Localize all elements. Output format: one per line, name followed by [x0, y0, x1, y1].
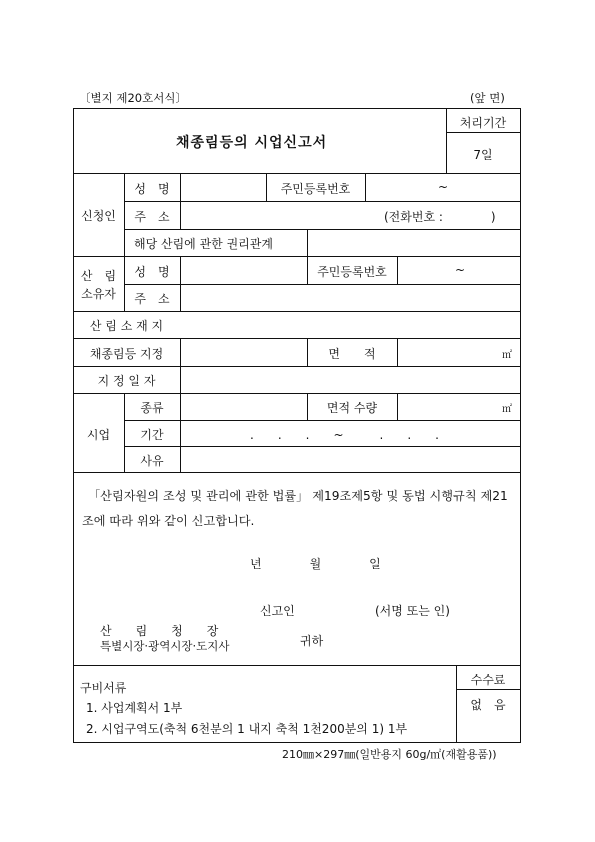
declaration-date: 년 월 일 [250, 557, 381, 571]
designation-date-field[interactable] [180, 368, 520, 392]
owner-reg-separator: ~ [455, 263, 466, 277]
form-title: 채종림등의 시업신고서 [176, 135, 328, 151]
seed-forest-designation-field[interactable] [180, 340, 307, 365]
applicant-name-field[interactable] [180, 175, 266, 200]
reporter-label: 신고인 [260, 604, 295, 618]
work-period-label: 기간 [140, 428, 164, 442]
owner-label-line2: 소유자 [81, 287, 116, 301]
work-reason-label: 사유 [140, 454, 164, 468]
processing-period-label: 처리기간 [459, 116, 507, 130]
forest-location-label: 산 림 소 재 지 [89, 319, 164, 333]
owner-name-label: 성 명 [134, 265, 170, 279]
authority-name: 산 림 청 장 [100, 624, 219, 638]
document-item: 2. 시업구역도(축척 6천분의 1 내지 축척 1천200분의 1) 1부 [86, 722, 408, 736]
area-label: 면 적 [328, 347, 376, 361]
forest-location-field[interactable] [180, 313, 520, 337]
document-item: 1. 사업계획서 1부 [86, 701, 183, 715]
work-quantity-unit: ㎡ [502, 404, 512, 415]
seed-forest-designation-label: 채종림등 지정 [89, 347, 164, 361]
applicant-address-label: 주 소 [134, 210, 170, 224]
form-number: 〔별지 제20호서식〕 [79, 91, 187, 105]
owner-label-line1: 산 림 [80, 269, 117, 283]
fee-value: 없 음 [470, 698, 506, 712]
processing-period-value: 7일 [473, 148, 493, 162]
page-side-label: (앞 면) [470, 91, 505, 105]
work-reason-field[interactable] [180, 448, 520, 471]
honorific: 귀하 [300, 634, 324, 648]
applicant-name-label: 성 명 [134, 182, 170, 196]
forest-rights-field[interactable] [307, 231, 520, 255]
required-documents-label: 구비서류 [80, 681, 127, 695]
signature-label: (서명 또는 인) [375, 604, 450, 618]
fee-label: 수수료 [470, 673, 506, 687]
work-quantity-label: 면적 수량 [326, 401, 378, 415]
forest-rights-label: 해당 산림에 관한 권리관계 [134, 237, 273, 251]
owner-address-label: 주 소 [134, 292, 170, 306]
work-period-field[interactable] [180, 422, 520, 445]
declaration-text: 「산림자원의 조성 및 관리에 관한 법률」 제19조제5항 및 동법 시행규칙 제21조에 따라 위와 같이 신고합니다. [82, 489, 508, 528]
applicant-reg-separator: ~ [438, 180, 449, 194]
authority-sub: 특별시장·광역시장·도지사 [100, 639, 230, 653]
work-label: 시업 [86, 428, 111, 442]
applicant-label: 신청인 [81, 209, 116, 223]
owner-name-field[interactable] [180, 258, 307, 283]
applicant-reg-label: 주민등록번호 [280, 182, 351, 196]
owner-address-field[interactable] [180, 286, 520, 310]
work-type-field[interactable] [180, 395, 307, 419]
applicant-phone-label: (전화번호 : ) [384, 210, 496, 224]
work-type-label: 종류 [140, 401, 164, 415]
designation-date-label: 지 정 일 자 [97, 374, 156, 388]
owner-reg-label: 주민등록번호 [317, 265, 387, 279]
paper-spec: 210㎜×297㎜(일반용지 60g/㎡(재활용품)) [282, 748, 497, 761]
work-period-value: . . . ~ . . . [250, 428, 439, 442]
area-unit: ㎡ [502, 350, 512, 361]
